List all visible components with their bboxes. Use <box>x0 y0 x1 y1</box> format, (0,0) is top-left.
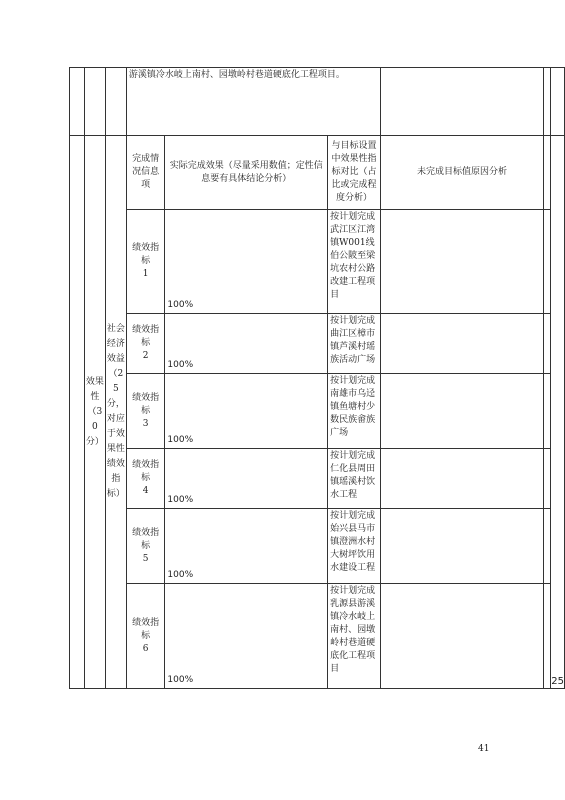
indicator-label: 绩效指标 6 <box>126 584 165 689</box>
actual-value: 100% <box>165 584 328 689</box>
table-row <box>70 210 565 314</box>
indicator-label: 绩效指标 1 <box>126 210 165 314</box>
header-reason-analysis: 未完成目标值原因分析 <box>380 136 543 210</box>
header-target-compare: 与目标设置中效果性指标对比（占比或完成程度分析） <box>328 136 381 210</box>
header-info-item: 完成情况信息项 <box>126 136 165 210</box>
actual-value: 100% <box>165 210 328 314</box>
blank-cell <box>544 136 551 210</box>
blank-cell <box>84 68 105 136</box>
target-compare: 按计划完成仁化县周田镇瑶溪村饮水工程 <box>328 449 381 509</box>
blank-cell <box>70 136 85 689</box>
score-value: 25 <box>551 136 565 689</box>
target-compare: 按计划完成南雄市乌迳镇鱼塘村少数民族畲族广场 <box>328 374 381 449</box>
target-compare: 按计划完成曲江区樟市镇芦溪村瑶族活动广场 <box>328 314 381 374</box>
blank-cell <box>544 374 551 449</box>
reason-analysis <box>380 584 543 689</box>
page-number: 41 <box>478 744 490 754</box>
table-row <box>70 314 565 374</box>
table-row <box>70 449 565 509</box>
blank-cell <box>544 509 551 584</box>
blank-cell <box>70 68 85 136</box>
project-text-cell: 游溪镇冷水岐上南村、园墩岭村巷道硬底化工程项目。 <box>126 68 380 136</box>
blank-cell <box>544 449 551 509</box>
blank-cell <box>105 68 126 136</box>
indicator-label: 绩效指标 2 <box>126 314 165 374</box>
blank-cell <box>544 68 551 136</box>
target-compare: 按计划完成乳源县游溪镇冷水岐上南村、园墩岭村巷道硬底化工程项目 <box>328 584 381 689</box>
blank-cell <box>544 210 551 314</box>
actual-value: 100% <box>165 374 328 449</box>
blank-cell <box>551 68 565 136</box>
indicator-label: 绩效指标 5 <box>126 509 165 584</box>
actual-value: 100% <box>165 314 328 374</box>
indicator-label: 绩效指标 4 <box>126 449 165 509</box>
dimension-label: 效果性（30分） <box>84 136 105 689</box>
reason-analysis <box>380 374 543 449</box>
reason-analysis <box>380 314 543 374</box>
reason-analysis <box>380 210 543 314</box>
reason-analysis <box>380 449 543 509</box>
indicator-label: 绩效指标 3 <box>126 374 165 449</box>
performance-table <box>69 67 565 689</box>
header-actual-result: 实际完成效果（尽量采用数值；定性信息要有具体结论分析） <box>165 136 328 210</box>
actual-value: 100% <box>165 509 328 584</box>
target-compare: 按计划完成始兴县马市镇澄洲水村大树坪饮用水建设工程 <box>328 509 381 584</box>
target-compare: 按计划完成武江区江湾镇W001线伯公陂至梁坑农村公路改建工程项目 <box>328 210 381 314</box>
reason-analysis <box>380 509 543 584</box>
table-row <box>70 509 565 584</box>
table-row <box>70 584 565 689</box>
blank-cell <box>544 584 551 689</box>
table-row <box>70 374 565 449</box>
actual-value: 100% <box>165 449 328 509</box>
blank-cell <box>544 314 551 374</box>
category-label: 社会经济效益（25分，对应于效果性绩效指标） <box>105 136 126 689</box>
blank-cell <box>380 68 543 136</box>
